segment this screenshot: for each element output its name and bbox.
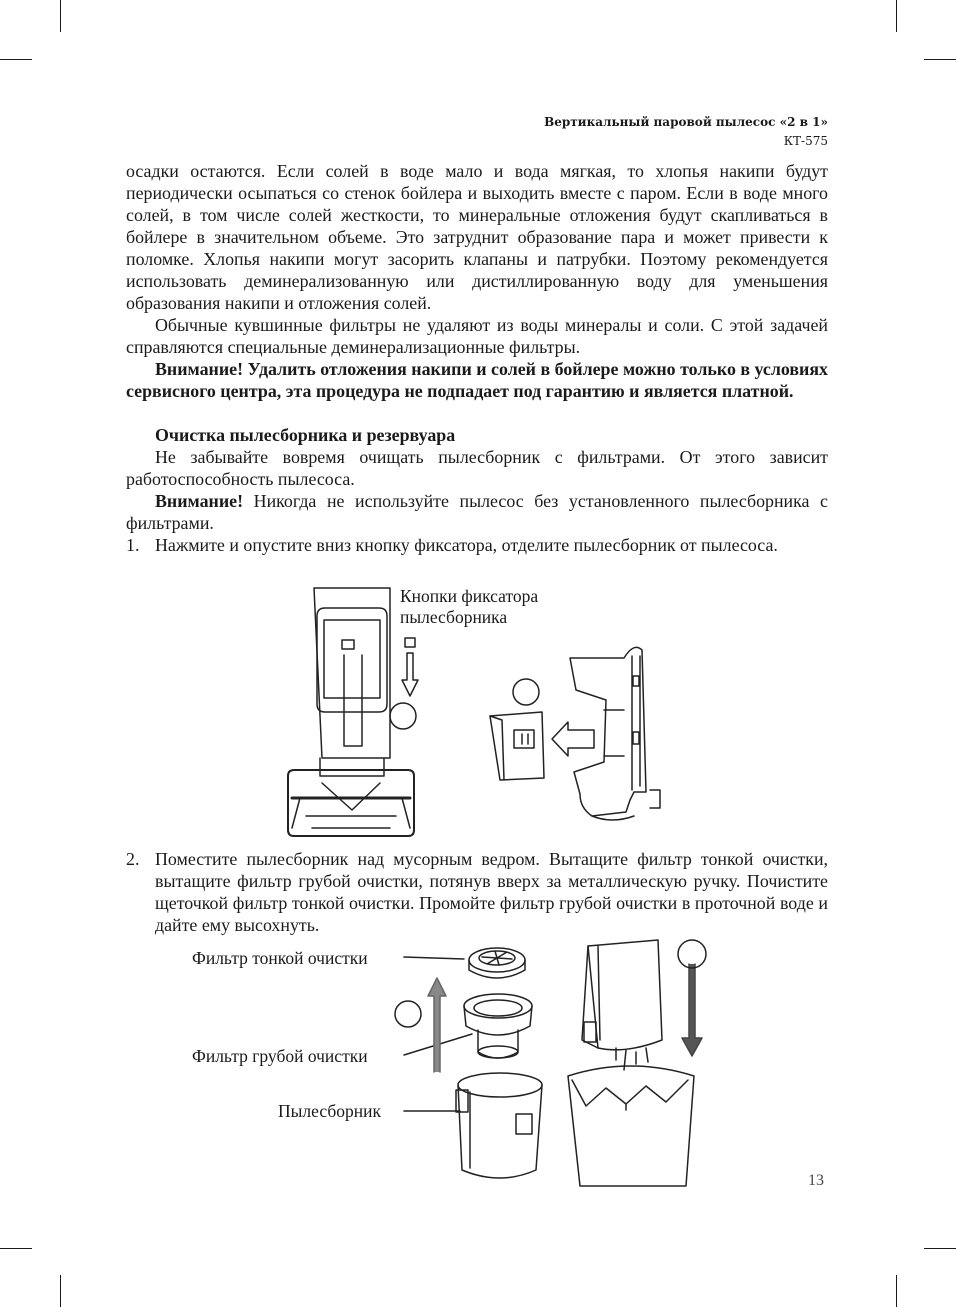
list-text: Нажмите и опустите вниз кнопку фиксатора, отделите пылесборник от пылесоса. xyxy=(155,535,778,555)
figure1-label-line1: Кнопки фиксатора xyxy=(400,586,539,606)
figure-filter-removal xyxy=(390,930,720,1192)
trash-bucket-illustration xyxy=(568,1066,694,1186)
text-block-step2 xyxy=(126,848,828,936)
vacuum-cleaner-illustration xyxy=(288,588,414,836)
figure2-label-coarse-filter: Фильтр грубой очистки xyxy=(192,1046,368,1066)
arrow-left-icon xyxy=(552,722,594,756)
dustbin-illustration xyxy=(456,1073,542,1178)
paragraph: осадки остаются. Если солей в воде мало и вода мягкая, то хлопья накипи будут периодически осыпаться со стенок бойлера и выходить вместе с паром. Если в воде много солей, в том числе солей жесткости, то минеральные отложения будут скапливаться в бойлере в значительном объеме. Это затруднит образование пара и может привести к поломке. Хлопья накипи могут засорить клапаны и патрубки. Поэтому рекомендуется использовать деминерализованную или дистиллированную воду для уменьшения образования накипи и отложения солей. xyxy=(126,161,828,313)
latch-button-detail xyxy=(405,638,415,647)
fine-filter-illustration xyxy=(469,948,525,978)
warning-paragraph: Внимание! Удалить отложения накипи и солей в бойлере можно только в условиях сервисного центра, эта процедура не подпадает под гарантию и является платной. xyxy=(126,359,828,401)
section-title: Очистка пылесборника и резервуара xyxy=(155,425,456,445)
text-block-upper xyxy=(126,160,828,556)
crop-mark xyxy=(896,0,897,32)
warning-paragraph xyxy=(126,490,828,534)
list-item xyxy=(126,848,828,936)
running-header-title: Вертикальный паровой пылесос «2 в 1» xyxy=(544,115,828,129)
leader-line xyxy=(404,957,464,959)
list-number: 1. xyxy=(126,535,140,555)
coarse-filter-illustration xyxy=(464,994,532,1058)
paragraph: Обычные кувшинные фильтры не удаляют из воды минералы и соли. С этой задачей справляются специальные деминерализационные фильтры. xyxy=(126,315,828,357)
crop-mark xyxy=(60,1275,61,1307)
crop-mark xyxy=(896,1275,897,1307)
vacuum-side-profile-illustration xyxy=(570,647,660,820)
running-header-model: КТ-575 xyxy=(783,134,828,148)
crop-mark xyxy=(60,0,61,32)
warning-text: Никогда не используйте пылесос без установленного пылесборника с фильтрами. xyxy=(126,491,828,533)
crop-mark xyxy=(0,59,32,60)
figure1-label-line2: пылесборника xyxy=(400,607,508,627)
step-marker-circle xyxy=(395,1001,421,1027)
detached-dustbin-illustration xyxy=(490,712,544,780)
list-number: 2. xyxy=(126,849,140,869)
arrow-down-icon xyxy=(682,964,702,1056)
list-text: Поместите пылесборник над мусорным ведром. Вытащите фильтр тонкой очистки, вытащите фильтр грубой очистки, потянув вверх за металлическую ручку. Почистите щеточкой фильтр тонкой очистки. Промойте фильтр грубой очистки в проточной воде и дайте ему высохнуть. xyxy=(155,849,828,935)
crop-mark xyxy=(924,59,956,60)
crop-mark xyxy=(924,1248,956,1249)
paragraph: Не забывайте вовремя очищать пылесборник с фильтрами. От этого зависит работоспособность пылесоса. xyxy=(126,447,828,489)
arrow-up-icon xyxy=(428,978,446,1072)
crop-mark xyxy=(0,1248,32,1249)
step-marker-circle xyxy=(513,679,539,705)
bin-over-trash-illustration xyxy=(582,940,662,1070)
arrow-down-icon xyxy=(402,653,418,696)
list-item xyxy=(126,534,828,556)
warning-label: Внимание! xyxy=(155,491,244,511)
figure2-label-fine-filter: Фильтр тонкой очистки xyxy=(192,948,368,968)
page-number: 13 xyxy=(808,1172,824,1189)
figure2-label-dustbin: Пылесборник xyxy=(278,1101,381,1121)
figure-vacuum-detach xyxy=(262,580,682,844)
step-marker-circle xyxy=(390,703,416,729)
step-marker-circle xyxy=(678,940,706,968)
